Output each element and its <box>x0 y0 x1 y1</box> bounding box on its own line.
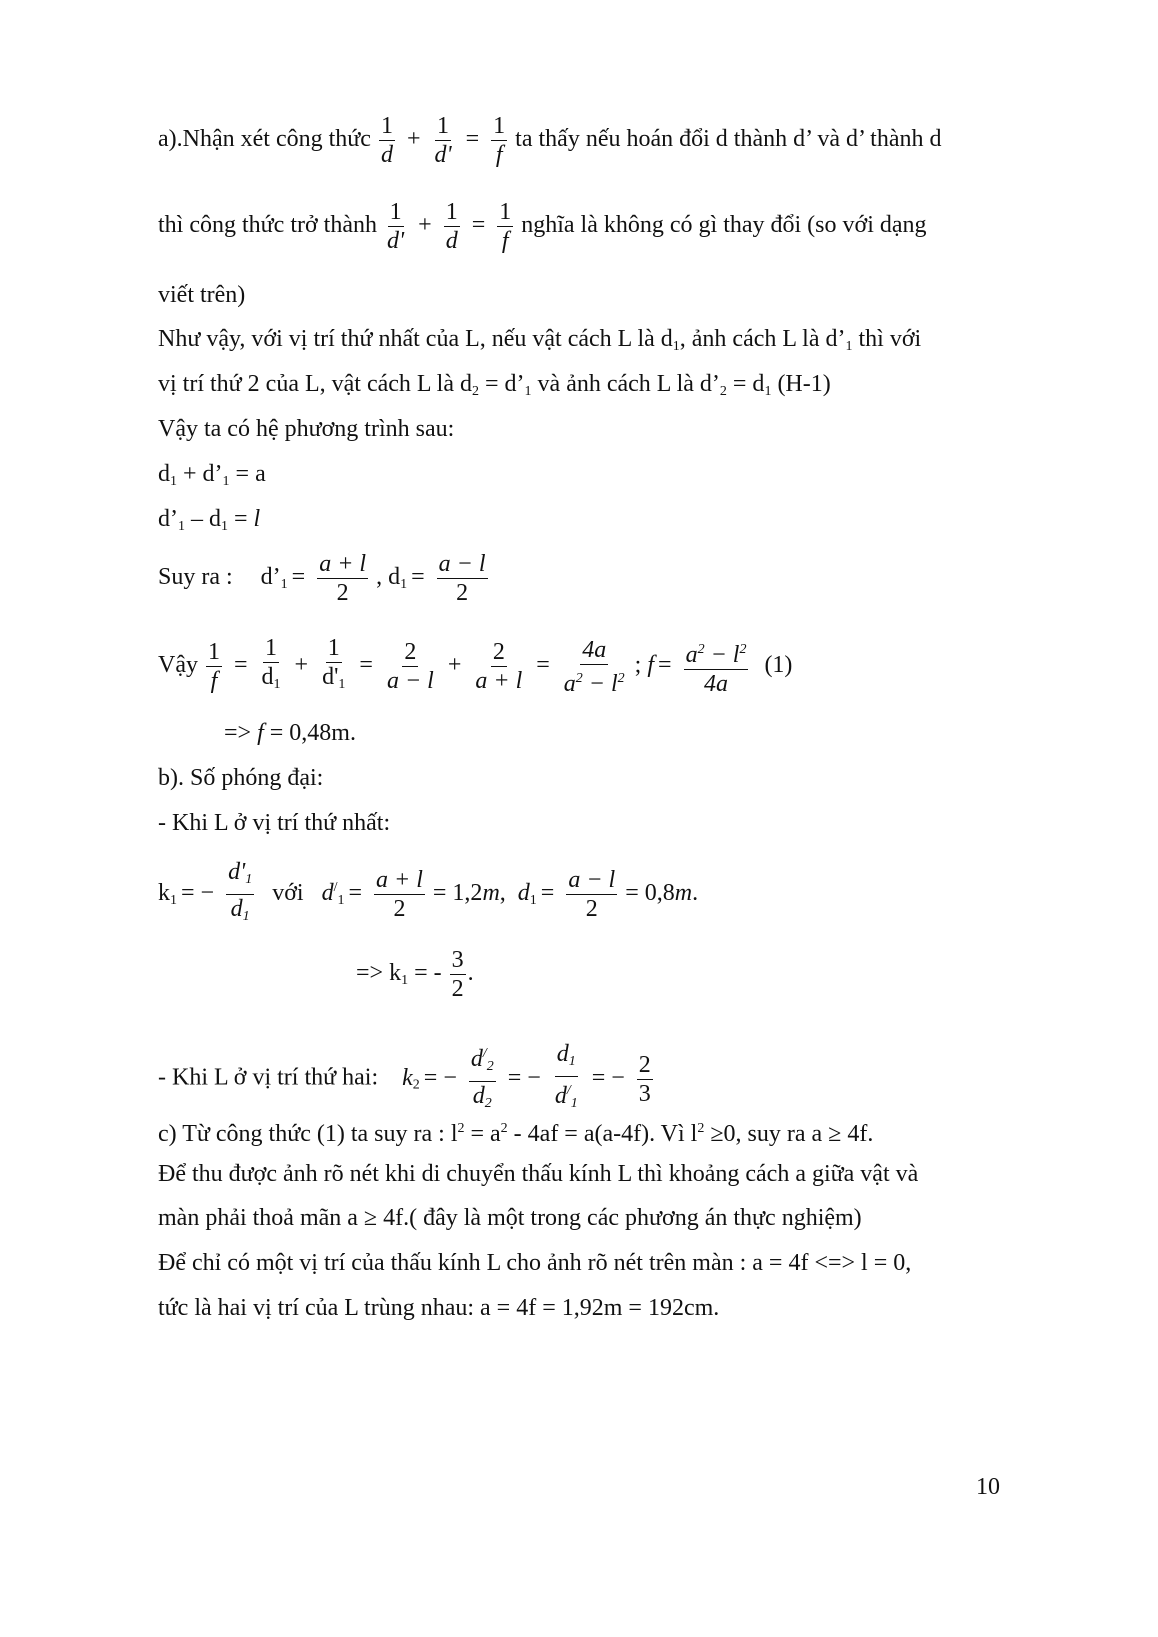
fraction-a-minus-l-over-2: $\frac{a - l}{2}$ <box>438 551 486 606</box>
fraction-dp2-over-d2: $\frac{d^/_2}{d_2}$ <box>469 1040 496 1118</box>
fraction-3-over-2: $\frac{3}{2}$ <box>451 947 464 1002</box>
fraction-1-over-f: $\frac{1}{f}$ <box>493 113 506 168</box>
k2-line: - Khi L ở vị trí thứ hai: $k_2$ = − $\frac{d^/_2}{d_2}$ = − $\frac{d_1}{d^/_1}$ = − $\frac{2}{3}$ <box>158 1040 655 1118</box>
k1-line: $k_1$ = − $\frac{d'_1}{d_1}$ với $d^/_1$ = $\frac{a + l}{2}$ = 1,2m, $d_1$ = $\frac{a - l}{2}$ = 0,8m. <box>158 858 698 931</box>
equation-1: $d_1$ + $d’_1 = a$ <box>158 461 266 489</box>
part-a-line-5: vị trí thứ 2 của L, vật cách L là $d_2$ = $d’_1$ và ảnh cách L là $d’_2 = d_1$ (H-1) <box>158 371 831 399</box>
fraction-dp1-over-d1: $\frac{d'_1}{d_1}$ <box>228 859 253 924</box>
part-a-line-6: Vậy ta có hệ phương trình sau: <box>158 416 455 442</box>
fraction-a-plus-l-over-2: $\frac{a + l}{2}$ <box>319 551 367 606</box>
part-a-line-3: viết trên) <box>158 282 246 308</box>
result-f: => f = 0,48m. <box>224 720 356 746</box>
text: a).Nhận xét công thức <box>158 126 371 153</box>
part-c-line-2: Để thu được ảnh rõ nét khi di chuyển thấu kính L thì khoảng cách a giữa vật và <box>158 1161 919 1187</box>
part-b-heading: b). Số phóng đại: <box>158 765 324 791</box>
fraction-1-over-d: $\frac{1}{d}$ <box>380 113 393 168</box>
fraction-1-over-dp: $\frac{1}{d'}$ <box>387 199 405 254</box>
suy-ra-line: Suy ra : $d’_1$ = $\frac{a + l}{2}$ , $d_1$ = $\frac{a - l}{2}$ <box>158 551 486 606</box>
vay-line: Vậy $\frac{1}{f}$ = $\frac{1}{d_1}$ + $\frac{1}{d'_1}$ = $\frac{2}{a - l}$ + $\frac{2}{a + l}$ = $\frac{4a}{a^2 - l^2}$ ; f = $\frac{a^2 - l^2}{4a}$ (1) <box>158 634 792 699</box>
fraction-1-over-d: $\frac{1}{d}$ <box>445 199 458 254</box>
fraction-2-over-3: $\frac{2}{3}$ <box>638 1051 651 1107</box>
fraction-a-minus-l-over-2: $\frac{a - l}{2}$ <box>568 867 616 922</box>
fraction-1-over-f: $\frac{1}{f}$ <box>207 639 220 694</box>
part-a-line-2: thì công thức trở thành $\frac{1}{d'}$ + $\frac{1}{d}$ = $\frac{1}{f}$ nghĩa là không có gì thay đổi (so với dạng <box>158 199 927 254</box>
part-a-line-1: a).Nhận xét công thức $\frac{1}{d}$ + $\frac{1}{d'}$ = $\frac{1}{f}$ ta thấy nếu hoán đổi d thành d’ và d’ thành d <box>158 113 942 168</box>
fraction-2-over-a-minus-l: $\frac{2}{a - l}$ <box>386 639 434 694</box>
fraction-1-over-dp: $\frac{1}{d'}$ <box>434 113 452 168</box>
fraction-1-over-d1: $\frac{1}{d_1}$ <box>261 635 281 692</box>
text: ta thấy nếu hoán đổi d thành d’ và d’ thành d <box>515 126 942 153</box>
fraction-1-over-dp1: $\frac{1}{d'_1}$ <box>322 635 346 692</box>
fraction-a-plus-l-over-2: $\frac{a + l}{2}$ <box>376 867 423 922</box>
text: thì công thức trở thành <box>158 212 377 239</box>
fraction-1-over-f: $\frac{1}{f}$ <box>499 199 512 254</box>
part-c-line-1: c) Từ công thức (1) ta suy ra : $l^2 = a^2 - 4af = a(a-4f)$. Vì $l^2 \ge 0$, suy ra a ≥ 4f. <box>158 1121 874 1147</box>
equation-2: $d’_1 - d_1 = l$ <box>158 506 261 534</box>
fraction-2-over-a-plus-l: $\frac{2}{a + l}$ <box>475 639 523 694</box>
equation-label: (1) <box>764 652 793 679</box>
part-c-line-4: Để chỉ có một vị trí của thấu kính L cho ảnh rõ nét trên màn : a = 4f <=> l = 0, <box>158 1250 912 1276</box>
part-c-line-3: màn phải thoả mãn a ≥ 4f.( đây là một trong các phương án thực nghiệm) <box>158 1205 862 1231</box>
part-c-line-5: tức là hai vị trí của L trùng nhau: a = 4f = 1,92m = 192cm. <box>158 1295 720 1321</box>
text: nghĩa là không có gì thay đổi (so với dạng <box>521 212 927 239</box>
fraction-d1-over-dp1: $\frac{d_1}{d^/_1}$ <box>554 1041 578 1111</box>
part-b-case-1: - Khi L ở vị trí thứ nhất: <box>158 810 391 836</box>
k1-result: => $k_1$ = - $\frac{3}{2}$ . <box>356 947 474 1002</box>
fraction-4a-over-a2-minus-l2: $\frac{4a}{a^2 - l^2}$ <box>563 636 625 697</box>
fraction-f-formula: $\frac{a^2 - l^2}{4a}$ <box>684 636 749 698</box>
page-number: 10 <box>976 1474 1000 1500</box>
part-a-line-4: Như vậy, với vị trí thứ nhất của L, nếu vật cách L là $d_1$, ảnh cách L là $d’_1$ thì với <box>158 326 922 354</box>
